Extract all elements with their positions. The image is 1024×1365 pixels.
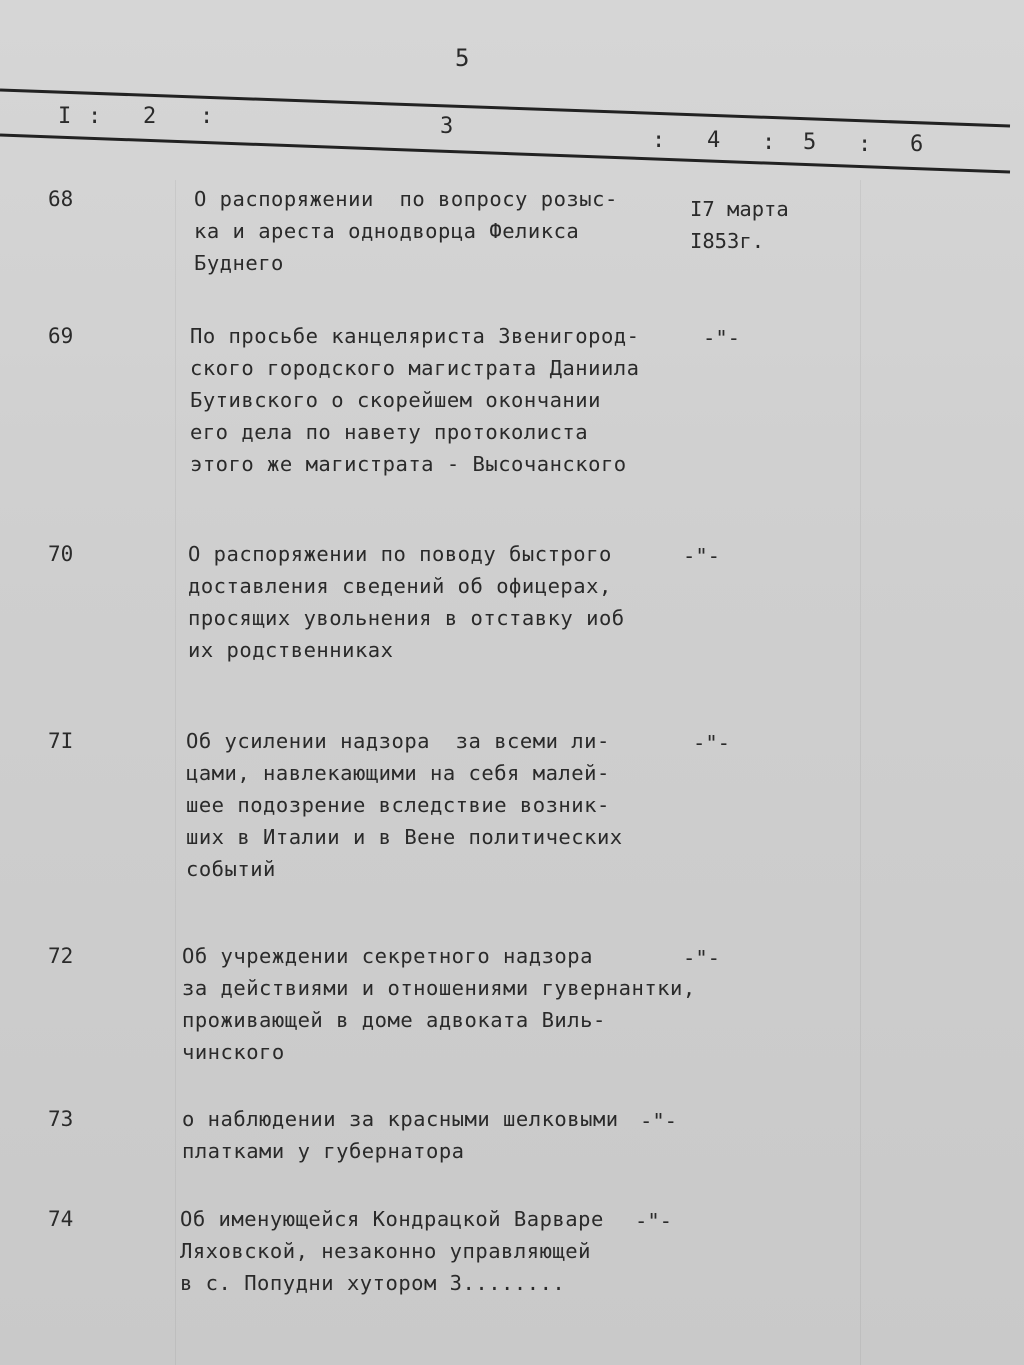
entry-date [635, 1205, 672, 1237]
description-line: просящих увольнения в отставку иоб [188, 606, 625, 630]
description-line: их родственниках [188, 638, 394, 662]
entry-date [703, 322, 740, 354]
entry-number: 74 [48, 1207, 74, 1231]
description-line: доставления сведений об офицерах, [188, 574, 612, 598]
date-line: -"- [635, 1209, 673, 1233]
entry-date [693, 727, 730, 759]
description-line: его дела по навету протоколиста [190, 420, 589, 444]
description-line: О распоряжении по вопросу розыс- [194, 187, 618, 211]
column-header-6: 6 [910, 132, 924, 157]
description-line: шее подозрение вследствие возник- [186, 793, 610, 817]
column-separator: : [762, 130, 776, 155]
description-line: ского городского магистрата Даниила [190, 356, 640, 380]
column-header-2: 2 [143, 104, 157, 129]
entry-date [683, 942, 720, 974]
description-line: проживающей в доме адвоката Виль- [182, 1008, 606, 1032]
column-separator: : [200, 104, 214, 129]
entry-number: 70 [48, 542, 74, 566]
page-number: 5 [455, 44, 470, 72]
entry-description [188, 538, 625, 666]
entry-date [640, 1105, 677, 1137]
entry-date [690, 193, 789, 257]
entry-description [190, 320, 639, 480]
description-line: О распоряжении по поводу быстрого [188, 542, 612, 566]
description-line: ка и ареста однодворца Феликса [194, 219, 580, 243]
column-header-4: 4 [707, 128, 721, 153]
column-header-3: 3 [440, 114, 454, 139]
entry-description [180, 1203, 604, 1299]
description-line: о наблюдении за красными шелковыми [182, 1107, 619, 1131]
column-header-5: 5 [803, 130, 817, 155]
entry-description [182, 940, 696, 1068]
date-line: -"- [683, 544, 721, 568]
entry-date [683, 540, 720, 572]
description-line: за действиями и отношениями гувернантки, [182, 976, 696, 1000]
description-line: ших в Италии и в Вене политических [186, 825, 623, 849]
column-separator: : [858, 132, 872, 157]
description-line: в с. Попудни хутором З........ [180, 1271, 566, 1295]
description-line: Ляховской, незаконно управляющей [180, 1239, 591, 1263]
description-line: платками у губернатора [182, 1139, 465, 1163]
entry-number: 72 [48, 944, 74, 968]
date-line: -"- [703, 326, 741, 350]
date-line: -"- [640, 1109, 678, 1133]
column-header-1: I [58, 104, 72, 129]
description-line: По просьбе канцеляриста Звенигород- [190, 324, 640, 348]
entry-number: 69 [48, 324, 74, 348]
entry-description [194, 183, 618, 279]
column-separator: : [652, 128, 666, 153]
description-line: Об учреждении секретного надзора [182, 944, 593, 968]
description-line: Бутивского о скорейшем окончании [190, 388, 601, 412]
description-line: Буднего [194, 251, 284, 275]
column-guide [860, 180, 861, 1365]
entry-number: 73 [48, 1107, 74, 1131]
date-line: I853г. [690, 229, 765, 253]
description-line: чинского [182, 1040, 285, 1064]
entry-number: 7I [48, 729, 74, 753]
date-line: -"- [693, 731, 731, 755]
column-guide [175, 180, 176, 1365]
header-rules [0, 0, 1024, 200]
entry-description [186, 725, 623, 885]
description-line: цами, навлекающими на себя малей- [186, 761, 610, 785]
entry-number: 68 [48, 187, 74, 211]
column-separator: : [88, 104, 102, 129]
description-line: Об усилении надзора за всеми ли- [186, 729, 610, 753]
description-line: Об именующейся Кондрацкой Варваре [180, 1207, 604, 1231]
date-line: I7 марта [690, 197, 789, 221]
description-line: событий [186, 857, 276, 881]
entry-description [182, 1103, 619, 1167]
date-line: -"- [683, 946, 721, 970]
description-line: этого же магистрата - Высочанского [190, 452, 627, 476]
